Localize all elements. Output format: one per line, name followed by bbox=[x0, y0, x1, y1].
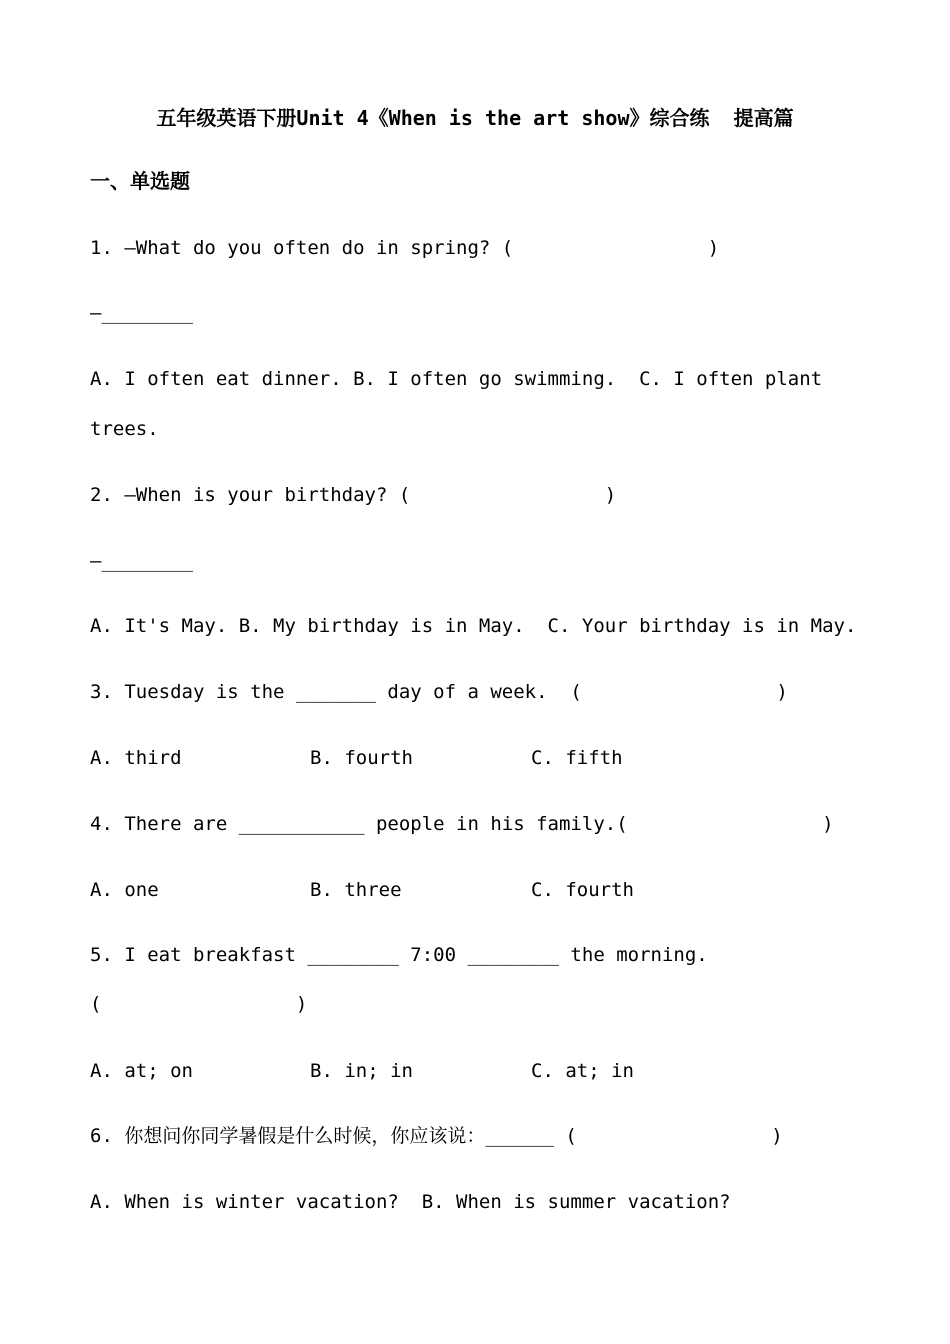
question-1-stem: 1. —What do you often do in spring? ( ) bbox=[90, 237, 720, 259]
question-4-stem: 4. There are ___________ people in his family.( ) bbox=[90, 813, 834, 835]
question-3-option-c: C. fifth bbox=[531, 747, 623, 769]
question-6-stem: 6. 你想问你同学暑假是什么时候，你应该说：______ ( ) bbox=[90, 1125, 783, 1147]
question-4-option-a: A. one bbox=[90, 879, 159, 901]
question-5-stem: 5. I eat breakfast ________ 7:00 ________ the morning. bbox=[90, 944, 708, 966]
question-6-options: A. When is winter vacation? B. When is summer vacation? bbox=[90, 1191, 731, 1213]
question-2-options: A. It's May. B. My birthday is in May. C. Your birthday is in May. bbox=[90, 615, 857, 637]
section-heading: 一、单选题 bbox=[90, 169, 190, 193]
question-3-option-b: B. fourth bbox=[310, 747, 413, 769]
question-1-answer-line: —________ bbox=[90, 302, 193, 324]
question-3-stem: 3. Tuesday is the _______ day of a week. ( ) bbox=[90, 681, 788, 703]
question-5-option-a: A. at; on bbox=[90, 1060, 193, 1082]
question-5-option-c: C. at; in bbox=[531, 1060, 634, 1082]
question-5-option-b: B. in; in bbox=[310, 1060, 413, 1082]
question-2-answer-line: —________ bbox=[90, 550, 193, 572]
question-5-answer-paren: ( ) bbox=[90, 993, 308, 1015]
question-2-stem: 2. —When is your birthday? ( ) bbox=[90, 484, 617, 506]
question-3-option-a: A. third bbox=[90, 747, 182, 769]
question-4-option-b: B. three bbox=[310, 879, 402, 901]
question-1-options-continued: trees. bbox=[90, 418, 159, 440]
question-1-options: A. I often eat dinner. B. I often go swimming. C. I often plant bbox=[90, 368, 823, 390]
question-4-option-c: C. fourth bbox=[531, 879, 634, 901]
document-title: 五年级英语下册Unit 4《When is the art show》综合练 提高篇 bbox=[156, 106, 794, 130]
